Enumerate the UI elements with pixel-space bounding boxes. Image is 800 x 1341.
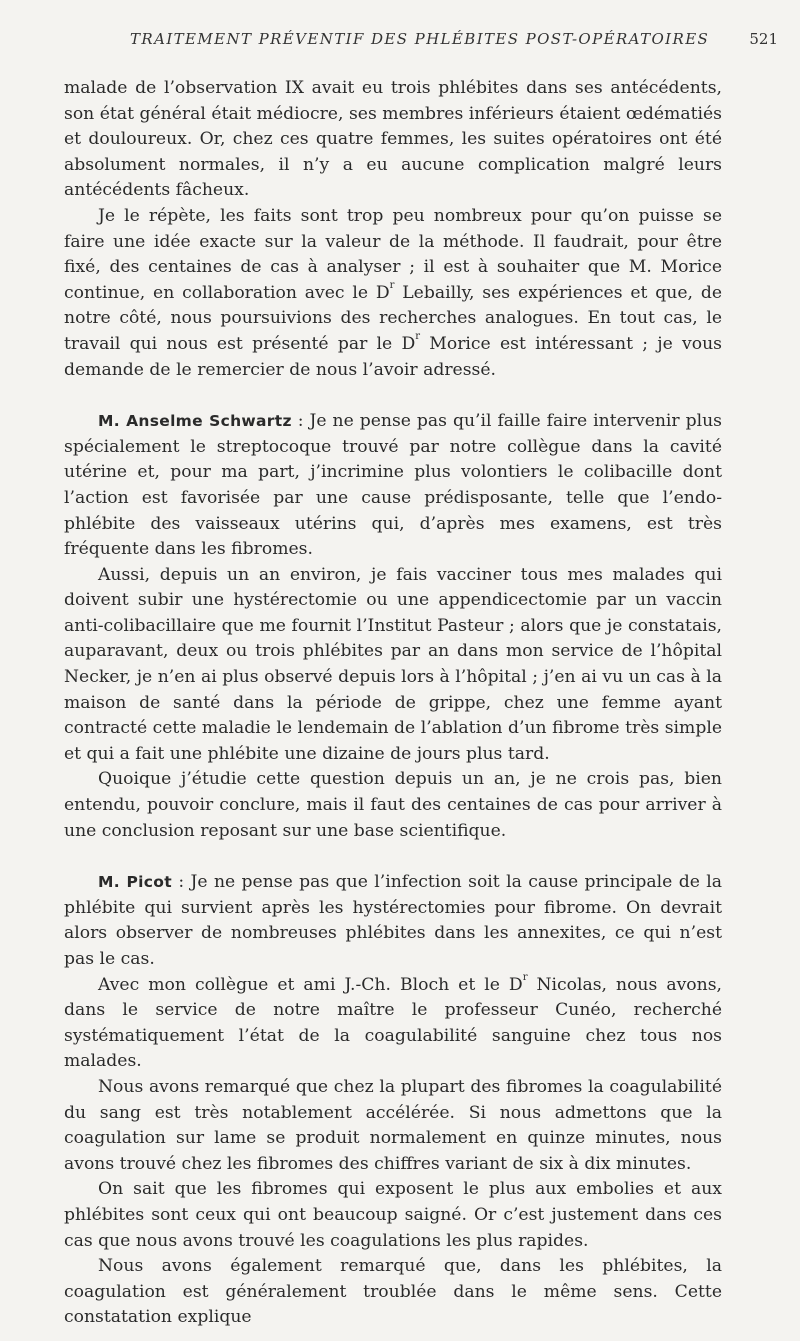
superscript: r (415, 330, 421, 342)
paragraph-conclusion (64, 204, 722, 383)
superscript: r (522, 971, 528, 983)
paragraph-picot-coagulability: Nous avons remarqué que chez la plupart des fibromes la coagulabilité du sang est très notablement accélérée. Si nous admettons que la coagulation sur lame se produit normalement en quinze minutes, nous avons trouvé chez les fibromes des chiffres variant de six à dix minutes. (64, 1076, 722, 1174)
text-run: Avec mon collègue et ami J.-Ch. Bloch et le D (98, 974, 523, 995)
section-gap (64, 383, 722, 409)
speaker-name: M. Anselme Schwartz (98, 412, 292, 431)
paragraph-picot-research (64, 973, 722, 1075)
running-header (64, 30, 778, 54)
paragraph-picot-intro (64, 870, 722, 972)
paragraph-picot-phlebites: Nous avons également remarqué que, dans les phlébites, la coagulation est généralement troublée dans le même sens. Cette constatation explique (64, 1256, 722, 1328)
text-run: Morice est intéressant ; je vous demande de le remercier de nous l’avoir adressé. (64, 333, 722, 380)
text-run: Je le répète, les faits sont trop peu nombreux pour qu’on puisse se faire une idée exacte sur la valeur de la méthode. Il faudrait, pour être fixé, des centaines de cas à analyser ; il est à souhaiter que M. Morice continue, en collaboration avec le D (64, 205, 722, 303)
section-gap (64, 844, 722, 870)
text-run: : Je ne pense pas qu’il faille faire intervenir plus spécialement le streptocoque trouvé par notre collègue dans la cavité utérine et, pour ma part, j’incrimine plus volontiers le colibacille dont l’action est favorisée par une cause prédisposante, telle que l’endo-phlébite des vaisseaux utérins qui, d’après mes examens, est très fréquente dans les fibromes. (64, 411, 722, 560)
text-run: Nicolas, nous avons, dans le service de notre maître le professeur Cunéo, recherché systématiquement l’état de la coagulabilité sanguine chez tous nos malades. (64, 974, 722, 1072)
page-number: 521 (749, 30, 778, 48)
paragraph-continuation: malade de l’observation IX avait eu trois phlébites dans ses antécédents, son état général était médiocre, ses membres inférieurs étaient œdématiés et douloureux. Or, chez ces quatre femmes, les suites opératoires ont été absolument normales, il n’y a eu aucune complication malgré leurs antécédents fâcheux. (64, 78, 722, 201)
paragraph-schwartz-conclusion: Quoique j’étudie cette question depuis un an, je ne crois pas, bien entendu, pouvoir conclure, mais il faut des centaines de cas pour arriver à une conclusion reposant sur une base scientifique. (64, 769, 722, 841)
paragraph-schwartz-vaccine: Aussi, depuis un an environ, je fais vacciner tous mes malades qui doivent subir une hystérectomie ou une appendicectomie par un vaccin anti-colibacillaire que me fournit l’Institut Pasteur ; alors que je constatais, auparavant, deux ou trois phlébites par an dans mon service de l’hôpital Necker, je n’en ai plus observé depuis lors à l’hôpital ; j’en ai vu un cas à la maison de santé dans la période de grippe, chez une femme ayant contracté cette maladie le lendemain de l’ablation d’un fibrome très simple et qui a fait une phlébite une dizaine de jours plus tard. (64, 564, 722, 764)
speaker-name: M. Picot (98, 873, 172, 892)
paragraph-picot-embolies: On sait que les fibromes qui exposent le plus aux embolies et aux phlébites sont ceux qui ont beaucoup saigné. Or c’est justement dans ces cas que nous avons trouvé les coagulations les plus rapides. (64, 1179, 722, 1251)
text-run: : Je ne pense pas que l’infection soit la cause principale de la phlébite qui survient après les hystérectomies pour fibrome. On devrait alors observer de nombreuses phlébites dans les annexites, ce qui n’est pas le cas. (64, 872, 723, 969)
paragraph-schwartz-intro (64, 409, 722, 563)
running-title: TRAITEMENT PRÉVENTIF DES PHLÉBITES POST-OPÉRATOIRES (130, 30, 710, 48)
superscript: r (389, 279, 395, 291)
text-run: Lebailly, ses expériences et que, de notre côté, nous poursuivions des recherches analogues. En tout cas, le travail qui nous est présenté par le D (64, 282, 722, 354)
body-text (64, 76, 722, 1331)
